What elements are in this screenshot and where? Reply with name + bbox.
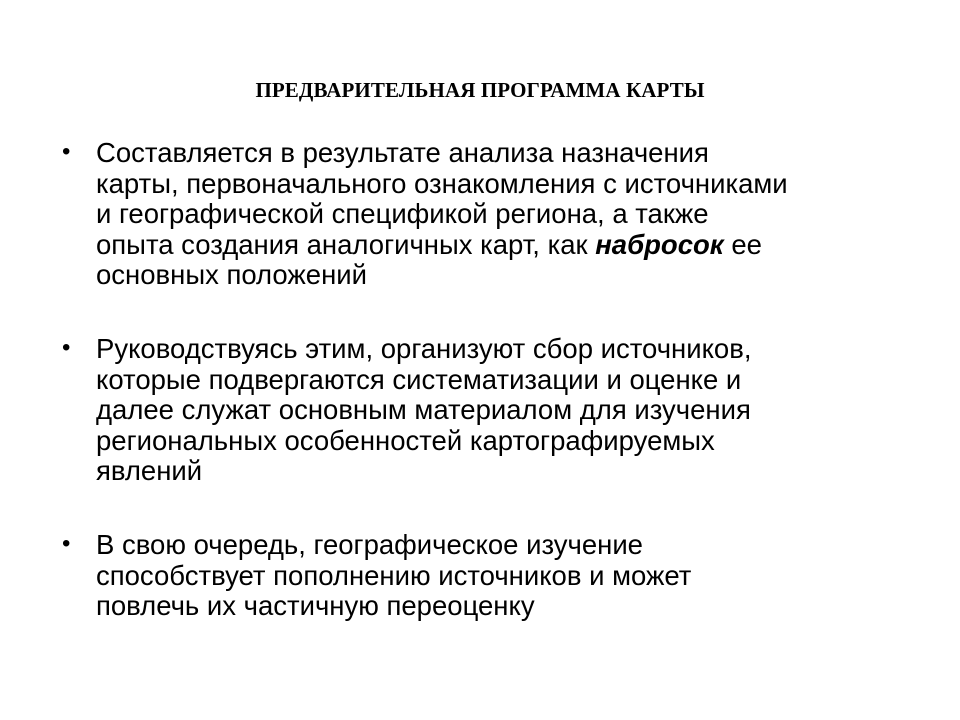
bullet-1-line-4-start: опыта создания аналогичных карт, как (96, 228, 596, 260)
bullet-2-line-1: Руководствуясь этим, организуют сбор источников, (96, 333, 752, 364)
bullet-text-1 (96, 138, 916, 291)
bullet-2-line-3: далее служат основным материалом для изучения (96, 394, 751, 425)
bullet-3-line-1: В свою очередь, географическое изучение (96, 529, 643, 560)
bullet-marker: • (62, 530, 71, 557)
bullet-2-line-5: явлений (96, 455, 203, 486)
bullet-1-line-3: и географической спецификой региона, а также (96, 198, 709, 229)
bullet-text-3 (96, 530, 916, 622)
slide-title: ПРЕДВАРИТЕЛЬНАЯ ПРОГРАММА КАРТЫ (255, 78, 705, 102)
bullet-1-line-2: карты, первоначального ознакомления с источниками (96, 167, 788, 199)
bullet-2-line-4: региональных особенностей картографируемых (96, 424, 715, 456)
bullet-marker: • (62, 138, 71, 165)
bullet-3-line-2: способствует пополнению источников и может (96, 559, 692, 591)
bullet-3-line-3: повлечь их частичную переоценку (96, 590, 535, 621)
bullet-1-line-5: основных положений (96, 259, 367, 290)
bullet-2-line-2: которые подвергаются систематизации и оценке и (96, 363, 742, 395)
bullet-1-line-4-end: ее (723, 228, 762, 260)
bullet-marker: • (62, 334, 71, 361)
emphasized-term: набросок (595, 228, 724, 260)
bullet-1-line-1: Составляется в результате анализа назначения (96, 137, 709, 168)
bullet-1-line-4 (96, 230, 916, 261)
bullet-text-2 (96, 334, 916, 487)
